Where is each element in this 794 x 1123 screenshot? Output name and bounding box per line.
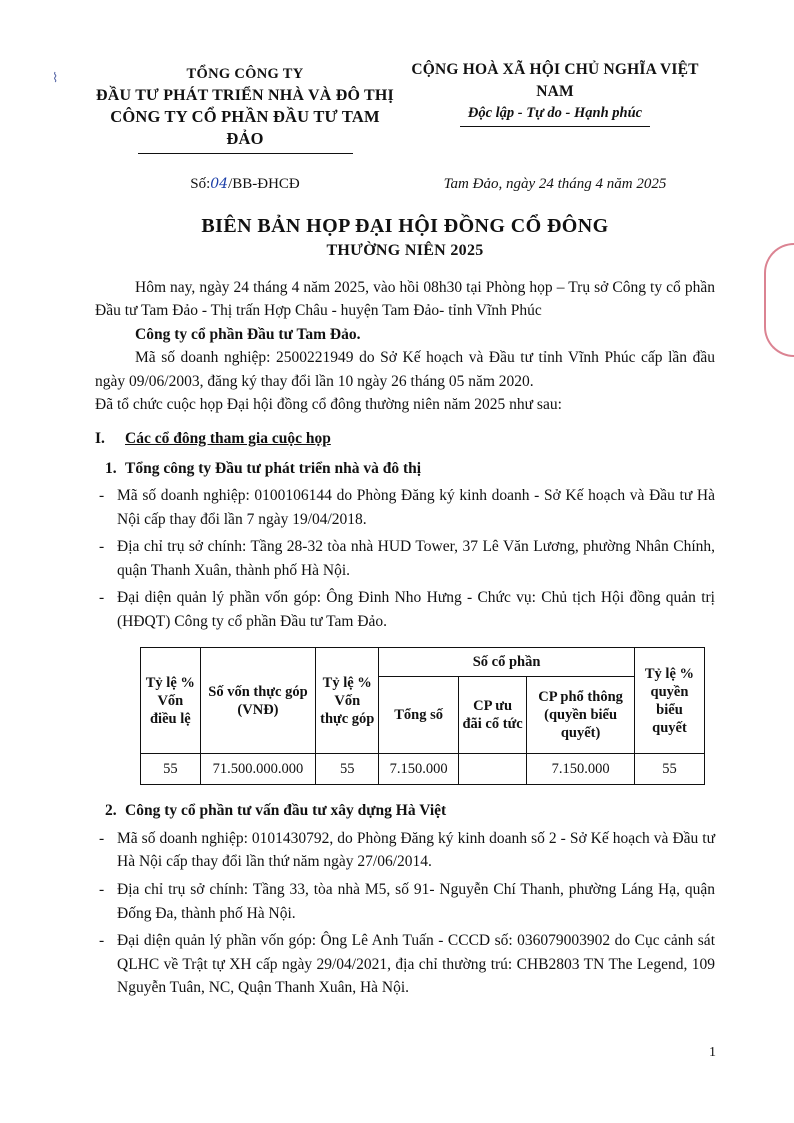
th-common-shares: CP phổ thông (quyền biểu quyết) <box>527 677 635 754</box>
issuing-organization-block <box>95 55 395 154</box>
share-table-wrapper <box>140 647 705 785</box>
paragraph-business-code: Mã số doanh nghiệp: 2500221949 do Sở Kế hoạch và Đầu tư tỉnh Vĩnh Phúc cấp lần đầu ngày 09/06/2003, đăng ký thay đổi lần 10 ngày 26 tháng 05 năm 2020. <box>95 349 715 390</box>
cell-charter-capital-ratio: 55 <box>141 754 201 785</box>
bullet-dash-icon: - <box>99 829 105 847</box>
cell-preferred-shares <box>458 754 526 785</box>
list-item-text: Địa chỉ trụ sở chính: Tầng 28-32 tòa nhà HUD Tower, 37 Lê Văn Lương, phường Nhân Chính, quận Thanh Xuân, thành phố Hà Nội. <box>117 538 715 579</box>
national-motto: Độc lập - Tự do - Hạnh phúc <box>467 105 643 122</box>
th-actual-capital: Số vốn thực góp (VNĐ) <box>200 648 316 754</box>
document-body <box>95 276 715 1000</box>
list-item <box>95 586 715 633</box>
paragraph-company-name: Công ty cổ phần Đầu tư Tam Đảo. <box>135 325 361 343</box>
org-line-3: CÔNG TY CỔ PHẦN ĐẦU TƯ TAM ĐẢO <box>110 107 380 149</box>
subsection-heading-1 <box>95 457 715 481</box>
th-shares-group: Số cổ phần <box>379 648 635 677</box>
list-item <box>95 929 715 1000</box>
section-label-i: Các cổ đông tham gia cuộc họp <box>125 429 331 447</box>
th-preferred-shares: CP ưu đãi cổ tức <box>458 677 526 754</box>
bullet-dash-icon: - <box>99 880 105 898</box>
document-header <box>95 55 715 154</box>
org-line-2: ĐẦU TƯ PHÁT TRIỂN NHÀ VÀ ĐÔ THỊ <box>96 86 394 104</box>
list-item <box>95 535 715 582</box>
cell-actual-capital-ratio: 55 <box>316 754 379 785</box>
list-item-text: Địa chỉ trụ sở chính: Tầng 33, tòa nhà M5, số 91- Nguyễn Chí Thanh, phường Láng Hạ, quận Đống Đa, thành phố Hà Nội. <box>117 880 715 922</box>
table-header-row <box>141 648 705 677</box>
org-underline <box>138 153 353 154</box>
section-heading-i <box>95 427 715 451</box>
national-motto-block <box>395 55 715 127</box>
place-and-date: Tam Đảo, ngày 24 tháng 4 năm 2025 <box>443 175 667 192</box>
document-number <box>95 176 395 193</box>
cell-common-shares: 7.150.000 <box>527 754 635 785</box>
red-stamp-fragment <box>764 243 794 357</box>
list-item-text: Đại diện quản lý phần vốn góp: Ông Đinh Nho Hưng - Chức vụ: Chủ tịch Hội đồng quản trị (HĐQT) Công ty cổ phần Đầu tư Tam Đảo. <box>117 589 715 630</box>
org-line-1: TỔNG CÔNG TY <box>186 66 304 82</box>
subsection-number-2: 2. <box>105 802 117 820</box>
subsection-label-2: Công ty cổ phần tư vấn đầu tư xây dựng Hà Việt <box>125 802 447 820</box>
section-number-i: I. <box>95 429 105 447</box>
cell-voting-ratio: 55 <box>634 754 704 785</box>
list-item-text: Mã số doanh nghiệp: 0101430792, do Phòng Đăng ký kinh doanh số 2 - Sở Kế hoạch và Đầu tư Hà Nội cấp thay đổi lần thứ năm ngày 27/06/2014. <box>117 829 715 871</box>
bullet-dash-icon: - <box>99 538 105 556</box>
th-total-shares: Tổng số <box>379 677 459 754</box>
th-actual-capital-ratio: Tỷ lệ % Vốn thực góp <box>316 648 379 754</box>
document-number-suffix: /BB-ĐHCĐ <box>228 175 300 192</box>
document-meta-row <box>95 176 715 193</box>
page-title: BIÊN BẢN HỌP ĐẠI HỘI ĐỒNG CỔ ĐÔNG <box>201 214 609 237</box>
motto-underline <box>460 126 650 127</box>
list-item <box>95 878 715 925</box>
list-item <box>95 827 715 874</box>
table-row <box>141 754 705 785</box>
ink-mark-decoration: ⌇ <box>52 70 59 85</box>
page-number: 1 <box>709 1045 716 1060</box>
document-number-handwritten: 04 <box>210 175 229 192</box>
list-item-text: Mã số doanh nghiệp: 0100106144 do Phòng Đăng ký kinh doanh - Sở Kế hoạch và Đầu tư Hà Nội cấp thay đổi lần 7 ngày 19/04/2018. <box>117 487 715 528</box>
paragraph-meeting-held: Đã tổ chức cuộc họp Đại hội đồng cổ đông thường niên năm 2025 như sau: <box>95 396 562 414</box>
document-content <box>95 55 715 1000</box>
document-number-prefix: Số: <box>190 175 211 192</box>
th-charter-capital-ratio: Tỷ lệ % Vốn điều lệ <box>141 648 201 754</box>
bullet-dash-icon: - <box>99 932 105 950</box>
cell-actual-capital: 71.500.000.000 <box>200 754 316 785</box>
list-item <box>95 484 715 531</box>
cell-total-shares: 7.150.000 <box>379 754 459 785</box>
subsection-heading-2 <box>95 799 715 823</box>
national-title: CỘNG HOÀ XÃ HỘI CHỦ NGHĨA VIỆT NAM <box>411 61 699 100</box>
share-capital-table <box>140 647 705 785</box>
bullet-dash-icon: - <box>99 487 105 505</box>
bullet-dash-icon: - <box>99 589 105 607</box>
subsection-number-1: 1. <box>105 459 117 477</box>
subsection-label-1: Tổng công ty Đầu tư phát triển nhà và đô thị <box>125 459 422 477</box>
th-voting-ratio: Tỷ lệ % quyền biểu quyết <box>634 648 704 754</box>
paragraph-opening: Hôm nay, ngày 24 tháng 4 năm 2025, vào hồi 08h30 tại Phòng họp – Trụ sở Công ty cổ phần Đầu tư Tam Đảo - Thị trấn Hợp Châu - huyện Tam Đảo- tỉnh Vĩnh Phúc <box>95 278 715 320</box>
page-subtitle: THƯỜNG NIÊN 2025 <box>326 241 484 259</box>
list-item-text: Đại diện quản lý phần vốn góp: Ông Lê Anh Tuấn - CCCD số: 036079003902 do Cục cảnh sát QLHC về Trật tự XH cấp ngày 29/04/2021, địa chỉ thường trú: CHB2803 TN The Legend, 109 Nguyễn Tuân, NC, Quận Thanh Xuân, Hà Nội. <box>117 932 715 997</box>
